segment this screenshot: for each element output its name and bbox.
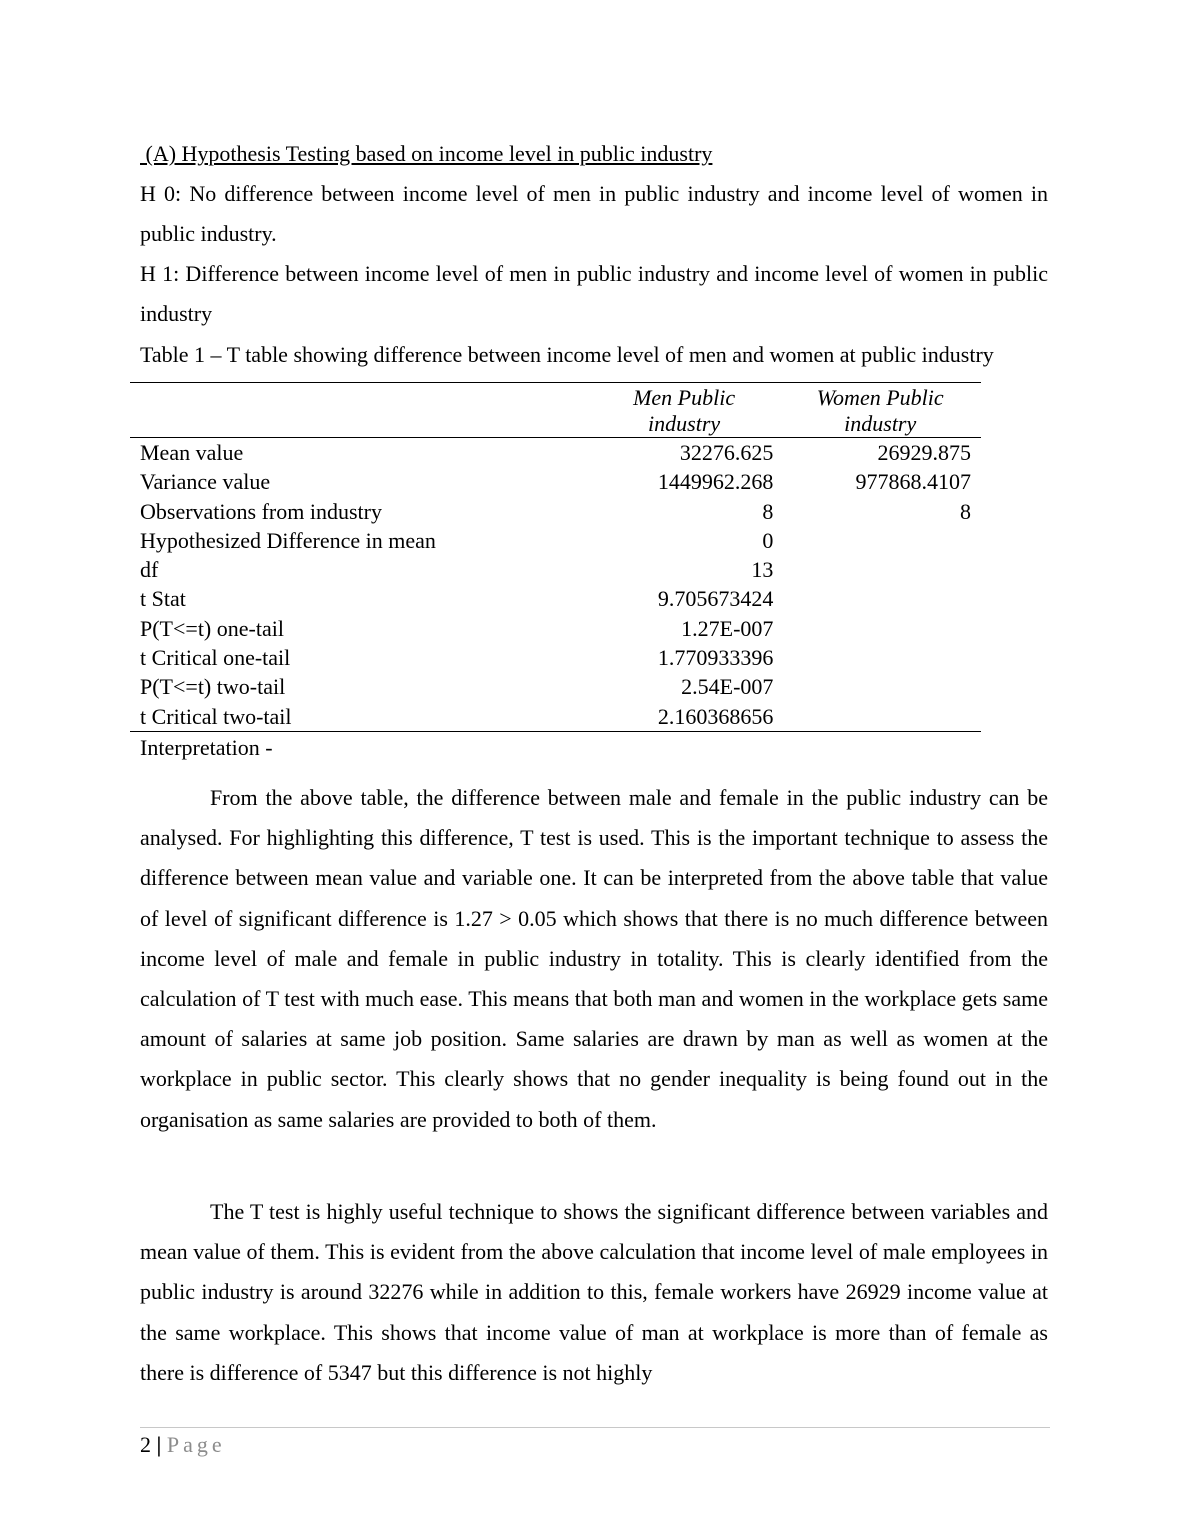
table-row bbox=[130, 555, 981, 584]
table-row bbox=[130, 584, 981, 613]
women-value bbox=[789, 555, 981, 584]
women-value: 8 bbox=[960, 498, 971, 524]
women-value bbox=[789, 672, 981, 701]
women-value bbox=[789, 643, 981, 672]
women-value bbox=[789, 702, 981, 732]
page-separator: | bbox=[156, 1432, 162, 1457]
t-test-table bbox=[130, 382, 981, 732]
page-label: Page bbox=[166, 1432, 226, 1457]
table-row bbox=[130, 526, 981, 555]
table-caption: Table 1 – T table showing difference between income level of men and women at public industry bbox=[140, 342, 994, 367]
row-label: Mean value bbox=[140, 440, 244, 465]
row-label: t Critical two-tail bbox=[140, 703, 292, 729]
table-header-row bbox=[130, 383, 981, 438]
interpretation-paragraph-2: The T test is highly useful technique to shows the significant difference between variables and mean value of them. This is evident from the above calculation that income level of male employees in public industry is around 32276 while in addition to this, female workers have 26929 income value at the same workplace. This shows that income value of man at workplace is more than of female as there is difference of 5347 but this difference is not highly bbox=[140, 1199, 1048, 1385]
table-row bbox=[130, 672, 981, 701]
row-label: df bbox=[140, 557, 159, 583]
section-heading: (A) Hypothesis Testing based on income level in public industry bbox=[140, 141, 713, 166]
men-value: 32276.625 bbox=[679, 440, 774, 465]
men-value: 0 bbox=[762, 527, 774, 553]
men-value: 2.54E-007 bbox=[681, 674, 774, 700]
table-header-women: Women Public industry bbox=[816, 385, 944, 436]
men-value: 8 bbox=[762, 498, 774, 524]
table-row bbox=[130, 438, 981, 468]
women-value: 977868.4107 bbox=[855, 469, 971, 495]
women-value bbox=[789, 526, 981, 555]
men-value: 2.160368656 bbox=[657, 703, 774, 729]
row-label: Observations from industry bbox=[140, 498, 382, 524]
row-label: P(T<=t) one-tail bbox=[140, 615, 284, 641]
women-value: 26929.875 bbox=[877, 440, 971, 465]
men-value: 1.27E-007 bbox=[681, 615, 774, 641]
page-footer bbox=[140, 1430, 226, 1460]
table-row bbox=[130, 467, 981, 496]
interpretation-label: Interpretation - bbox=[140, 735, 273, 760]
men-value: 1.770933396 bbox=[657, 645, 774, 671]
row-label: Variance value bbox=[140, 469, 271, 495]
men-value: 13 bbox=[751, 557, 774, 583]
table-header-men: Men Public industry bbox=[633, 385, 736, 436]
men-value: 1449962.268 bbox=[657, 469, 774, 495]
table-row bbox=[130, 614, 981, 643]
women-value bbox=[789, 614, 981, 643]
interpretation-paragraph-1: From the above table, the difference between male and female in the public industry can be analysed. For highlighting this difference, T test is used. This is the important technique to assess the difference between mean value and variable one. It can be interpreted from the above table that value of level of significant difference is 1.27 > 0.05 which shows that there is no much difference between income level of male and female in public industry in totality. This is clearly identified from the calculation of T test with much ease. This means that both man and women in the workplace gets same amount of salaries at same job position. Same salaries are drawn by man as well as women at the workplace in public sector. This clearly shows that no gender inequality is being found out in the organisation as same salaries are provided to both of them. bbox=[140, 785, 1048, 1132]
women-value bbox=[789, 584, 981, 613]
row-label: P(T<=t) two-tail bbox=[140, 674, 286, 700]
hypothesis-alternative: H 1: Difference between income level of men in public industry and income level of women in public industry bbox=[140, 261, 1048, 327]
footer-divider bbox=[140, 1427, 1050, 1428]
page-number: 2 bbox=[140, 1432, 151, 1457]
table-header-blank bbox=[130, 383, 595, 438]
row-label: t Stat bbox=[140, 586, 186, 612]
hypothesis-null: H 0: No difference between income level of men in public industry and income level of women in public industry. bbox=[140, 181, 1048, 247]
men-value: 9.705673424 bbox=[657, 586, 774, 612]
table-row bbox=[130, 497, 981, 526]
row-label: Hypothesized Difference in mean bbox=[140, 527, 436, 553]
table-row bbox=[130, 643, 981, 672]
table-row bbox=[130, 702, 981, 732]
row-label: t Critical one-tail bbox=[140, 645, 291, 671]
